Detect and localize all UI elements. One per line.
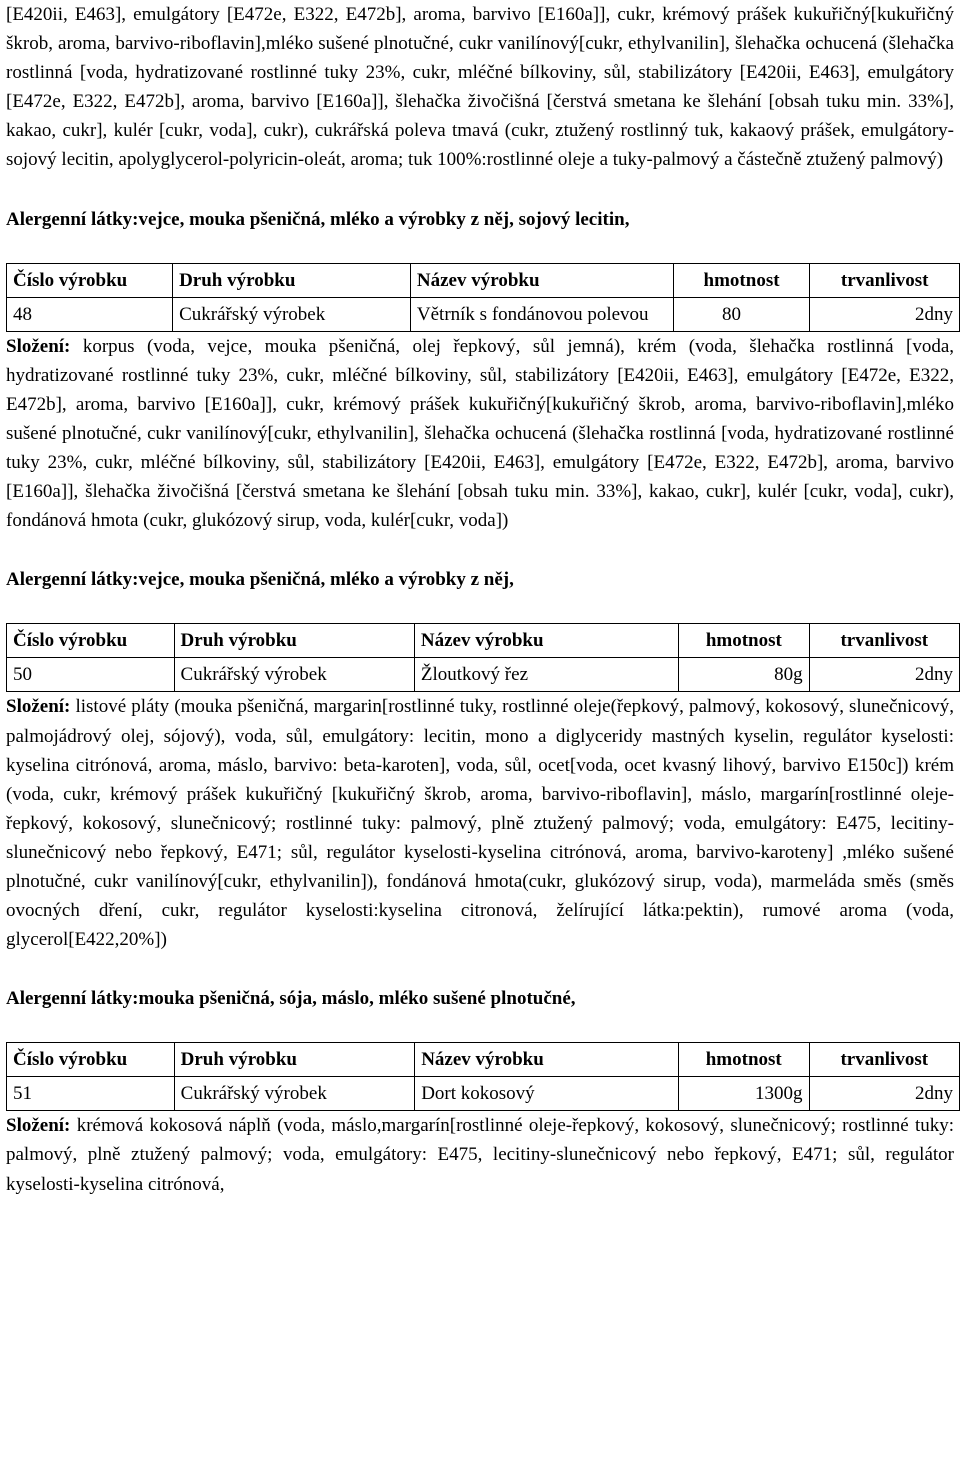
product-mass: 80g bbox=[679, 658, 809, 692]
header-number: Číslo výrobku bbox=[7, 1043, 175, 1077]
header-mass: hmotnost bbox=[678, 1043, 809, 1077]
product-shelf-life: 2dny bbox=[809, 1077, 959, 1111]
header-type: Druh výrobku bbox=[173, 263, 411, 297]
table-row bbox=[7, 297, 960, 331]
product-number: 51 bbox=[7, 1077, 175, 1111]
product-table-50 bbox=[6, 623, 960, 692]
product-name: Větrník s fondánovou polevou bbox=[410, 297, 673, 331]
table-header-row bbox=[7, 624, 960, 658]
header-name: Název výrobku bbox=[410, 263, 673, 297]
table-row bbox=[7, 658, 960, 692]
product-mass: 1300g bbox=[678, 1077, 809, 1111]
composition-text: korpus (voda, vejce, mouka pšeničná, olej řepkový, sůl jemná), krém (voda, šlehačka rostlinná [voda, hydratizované rostlinné tuky 23%, cukr, mléčné bílkoviny, sůl, stabilizátory [E420ii, E463], emulgátory [E472e, E322, E472b], aroma, barvivo [E160a]], cukr, krémový prášek kukuřičný[kukuřičný škrob, aroma, barvivo-riboflavin],mléko sušené plnotučné, cukr vanilínový[cukr, ethylvanilin], šlehačka ochucená (šlehačka rostlinná [voda, hydratizované rostlinné tuky 23%, cukr, mléčné bílkoviny, sůl, stabilizátory [E420ii, E463], emulgátory [E472e, E322, E472b], aroma, barvivo [E160a]], šlehačka živočišná [čerstvá smetana ke šlehání [obsah tuku min. 33%], kakao, cukr], kulér [cukr, voda], cukr), fondánová hmota (cukr, glukózový sirup, voda, kulér[cukr, voda]) bbox=[6, 335, 955, 532]
composition-label: Složení: bbox=[6, 335, 71, 357]
table-header-row bbox=[7, 1043, 960, 1077]
table-header-row bbox=[7, 263, 960, 297]
intro-allergens: Alergenní látky:vejce, mouka pšeničná, mléko a výrobky z něj, sojový lecitin, bbox=[6, 208, 630, 230]
product-name: Žloutkový řez bbox=[414, 658, 678, 692]
header-shelf-life: trvanlivost bbox=[810, 263, 960, 297]
composition-label: Složení: bbox=[6, 696, 71, 718]
allergens-50: Alergenní látky:mouka pšeničná, sója, máslo, mléko sušené plnotučné, bbox=[6, 988, 576, 1010]
allergens-48: Alergenní látky:vejce, mouka pšeničná, mléko a výrobky z něj, bbox=[6, 569, 514, 591]
composition-text: listové pláty (mouka pšeničná, margarin[rostlinné tuky, rostlinné oleje(řepkový, palmový, kokosový, slunečnicový, palmojádrový olej, sójový), voda, sůl, emulgátory: lecitin, mono a diglyceridy mastných kyselin, regulátor kyselosti: kyselina citrónová, aroma, máslo, barvivo: beta-karoten], voda, sůl, ocet[voda, ocet kvasný lihový, barvivo E150c]) krém (voda, cukr, krémový prášek kukuřičný [kukuřičný škrob, aroma, barvivo-riboflavin], máslo, margarín[rostlinné oleje-řepkový, kokosový, slunečnicový; rostlinné tuky: palmový, plně ztužený palmový; voda, emulgátory: E475, lecitiny-slunečnicový nebo řepkový, E471; sůl, regulátor kyselosti-kyselina citrónová, aroma, barvivo-karoteny] ,mléko sušené plnotučné, cukr vanilínový[cukr, ethylvanilin]), fondánová hmota(cukr, glukózový sirup, voda), marmeláda směs (směs ovocných dření, cukr, regulátor kyselosti:kyselina citronová, želírující látka:pektin), rumové aroma (voda, glycerol[E422,20%]) bbox=[6, 696, 955, 951]
product-mass: 80 bbox=[673, 297, 810, 331]
header-shelf-life: trvanlivost bbox=[809, 624, 959, 658]
header-mass: hmotnost bbox=[679, 624, 809, 658]
header-number: Číslo výrobku bbox=[7, 263, 173, 297]
intro-composition-text: [E420ii, E463], emulgátory [E472e, E322, E472b], aroma, barvivo [E160a]], cukr, krémový prášek kukuřičný[kukuřičný škrob, aroma, barvivo-riboflavin],mléko sušené plnotučné, cukr vanilínový[cukr, ethylvanilin], šlehačka ochucená (šlehačka rostlinná [voda, hydratizované rostlinné tuky 23%, cukr, mléčné bílkoviny, sůl, stabilizátory [E420ii, E463], emulgátory [E472e, E322, E472b], aroma, barvivo [E160a]], šlehačka živočišná [čerstvá smetana ke šlehání [obsah tuku min. 33%], kakao, cukr], kulér [cukr, voda], cukr), cukrářská poleva tmavá (cukr, ztužený rostlinný tuk, kakaový prášek, emulgátory-sojový lecitin, apolyglycerol-polyricin-oleát, aroma; tuk 100%:rostlinné oleje a tuky-palmový a částečně ztužený palmový) bbox=[6, 4, 954, 171]
composition-label: Složení: bbox=[6, 1115, 71, 1137]
product-type: Cukrářský výrobek bbox=[173, 297, 411, 331]
composition-50 bbox=[6, 692, 954, 954]
header-name: Název výrobku bbox=[415, 1043, 679, 1077]
header-mass: hmotnost bbox=[673, 263, 810, 297]
product-table-51 bbox=[6, 1042, 960, 1111]
product-type: Cukrářský výrobek bbox=[174, 658, 414, 692]
product-shelf-life: 2dny bbox=[810, 297, 960, 331]
header-name: Název výrobku bbox=[414, 624, 678, 658]
product-table-48 bbox=[6, 263, 960, 332]
composition-51 bbox=[6, 1111, 954, 1198]
composition-48 bbox=[6, 332, 954, 536]
header-shelf-life: trvanlivost bbox=[809, 1043, 959, 1077]
header-type: Druh výrobku bbox=[174, 624, 414, 658]
product-number: 48 bbox=[7, 297, 173, 331]
product-number: 50 bbox=[7, 658, 175, 692]
product-shelf-life: 2dny bbox=[809, 658, 959, 692]
header-number: Číslo výrobku bbox=[7, 624, 175, 658]
table-row bbox=[7, 1077, 960, 1111]
header-type: Druh výrobku bbox=[174, 1043, 415, 1077]
product-type: Cukrářský výrobek bbox=[174, 1077, 415, 1111]
product-name: Dort kokosový bbox=[415, 1077, 679, 1111]
composition-text: krémová kokosová náplň (voda, máslo,margarín[rostlinné oleje-řepkový, kokosový, slunečnicový; rostlinné tuky: palmový, plně ztužený palmový; voda, emulgátory: E475, lecitiny-slunečnicový nebo řepkový, E471; sůl, regulátor kyselosti-kyselina citrónová, bbox=[6, 1115, 954, 1195]
